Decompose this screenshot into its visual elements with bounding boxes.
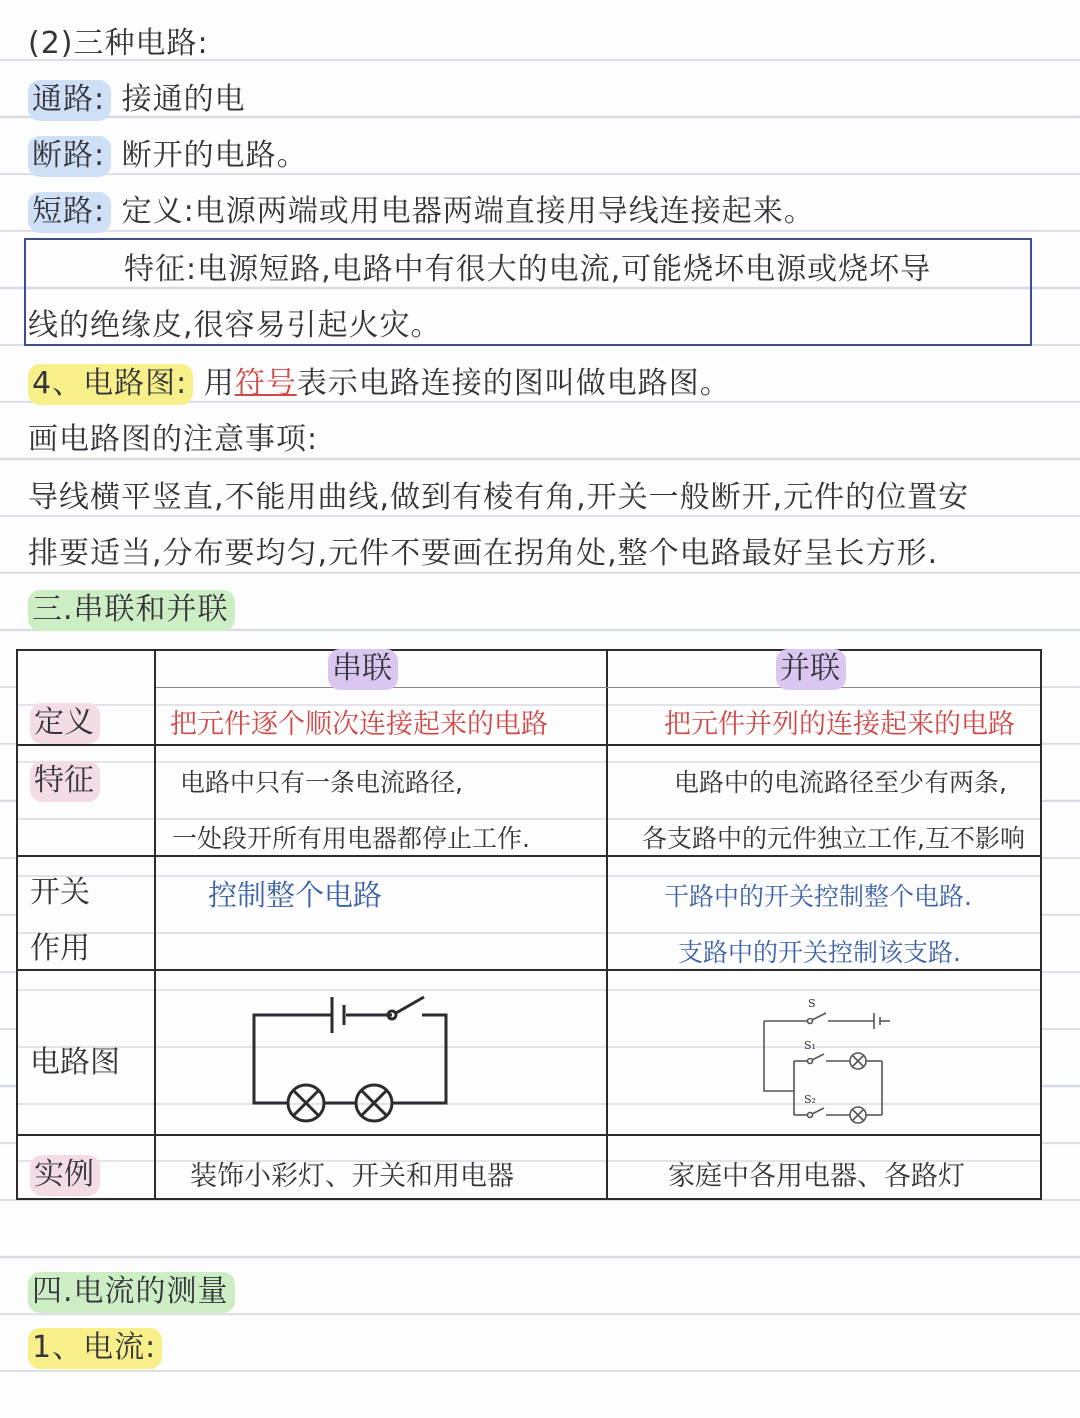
parallel-switch-role-2: 支路中的开关控制该支路. — [678, 938, 961, 967]
short-circuit-definition: 定义:电源两端或用电器两端直接用导线连接起来。 — [121, 194, 815, 229]
parallel-feature-1: 电路中的电流路径至少有两条, — [674, 768, 1007, 797]
table-col-divider-1 — [154, 649, 156, 1200]
broken-circuit-desc: 断开的电路。 — [121, 138, 308, 173]
parallel-definition: 把元件并列的连接起来的电路 — [664, 709, 1015, 740]
open-circuit-line — [28, 80, 246, 120]
circuit-diagram-definition — [28, 364, 731, 404]
row-label-example: 实例 — [30, 1157, 100, 1193]
table-border-right — [1040, 649, 1042, 1200]
series-switch-role: 控制整个电路 — [208, 878, 383, 912]
diagram-def-rest: 表示电路连接的图叫做电路图。 — [296, 366, 731, 401]
row-label-switch-2: 作用 — [30, 931, 90, 966]
label-s: S — [808, 997, 816, 1010]
series-wire-right — [392, 1015, 446, 1103]
table-border-top — [16, 649, 1042, 651]
short-circuit-line — [28, 192, 815, 232]
table-col-divider-2 — [606, 649, 608, 1200]
row-label-switch-1: 开关 — [30, 875, 90, 910]
series-lamp-2 — [356, 1085, 392, 1121]
row-label-diagram: 电路图 — [30, 1045, 120, 1080]
series-parallel-title: 三.串联和并联 — [28, 590, 235, 631]
open-circuit-term: 通路: — [28, 80, 111, 121]
series-parallel-title-line — [28, 590, 235, 630]
label-s1: S₁ — [804, 1039, 816, 1052]
broken-circuit-line — [28, 136, 308, 176]
circuit-diagram-term: 4、电路图: — [28, 364, 193, 405]
label-s2: S₂ — [804, 1093, 816, 1106]
row-label-feature: 特征 — [30, 763, 100, 799]
col-header-parallel: 并联 — [776, 651, 846, 687]
series-feature-1: 电路中只有一条电流路径, — [180, 768, 463, 797]
s1-lever — [812, 1054, 824, 1060]
table-border-left — [16, 649, 18, 1200]
open-circuit-desc: 接通的电 — [121, 82, 246, 117]
table-head-underline — [156, 687, 1040, 688]
series-example: 装饰小彩灯、开关和用电器 — [190, 1161, 514, 1192]
parallel-lamp-2 — [850, 1107, 866, 1123]
drawing-notes-line-1: 导线横平竖直,不能用曲线,做到有棱有角,开关一般断开,元件的位置安 — [28, 480, 970, 515]
series-definition: 把元件逐个顺次连接起来的电路 — [170, 709, 548, 740]
short-circuit-term: 短路: — [28, 192, 111, 233]
series-parallel-table — [16, 649, 1042, 1200]
parallel-lamp-1 — [850, 1053, 866, 1069]
diagram-def-prefix: 用 — [203, 366, 235, 401]
parallel-wire-left — [764, 1021, 794, 1091]
col-header-series: 串联 — [328, 651, 398, 687]
drawing-notes-title: 画电路图的注意事项: — [28, 422, 319, 457]
s2-lever — [812, 1108, 824, 1114]
feature-line-2: 线的绝缘皮,很容易引起火灾。 — [28, 308, 442, 343]
circuits-title: (2)三种电路: — [28, 26, 209, 61]
current-sub-line — [28, 1328, 162, 1368]
series-circuit-diagram — [236, 985, 476, 1125]
diagram-def-keyword: 符号 — [234, 366, 297, 401]
parallel-feature-2: 各支路中的元件独立工作,互不影响 — [642, 824, 1025, 853]
table-border-bottom — [16, 1198, 1042, 1200]
current-title-line — [28, 1272, 235, 1312]
row-label-definition: 定义 — [30, 705, 100, 741]
series-lamp-1 — [288, 1085, 324, 1121]
parallel-circuit-diagram — [756, 989, 896, 1125]
table-divider-1 — [16, 744, 1042, 746]
current-title: 四.电流的测量 — [28, 1272, 235, 1313]
parallel-switch-role-1: 干路中的开关控制整个电路. — [664, 882, 972, 911]
main-switch-lever — [812, 1013, 826, 1020]
feature-line-1: 特征:电源短路,电路中有很大的电流,可能烧坏电源或烧坏导 — [124, 252, 932, 287]
series-feature-2: 一处段开所有用电器都停止工作. — [172, 824, 530, 853]
table-divider-4 — [16, 1134, 1042, 1136]
switch-lever — [396, 997, 424, 1013]
broken-circuit-term: 断路: — [28, 136, 111, 177]
current-sub: 1、电流: — [28, 1328, 162, 1369]
parallel-example: 家庭中各用电器、各路灯 — [668, 1161, 965, 1192]
drawing-notes-line-2: 排要适当,分布要均匀,元件不要画在拐角处,整个电路最好呈长方形. — [28, 536, 939, 571]
